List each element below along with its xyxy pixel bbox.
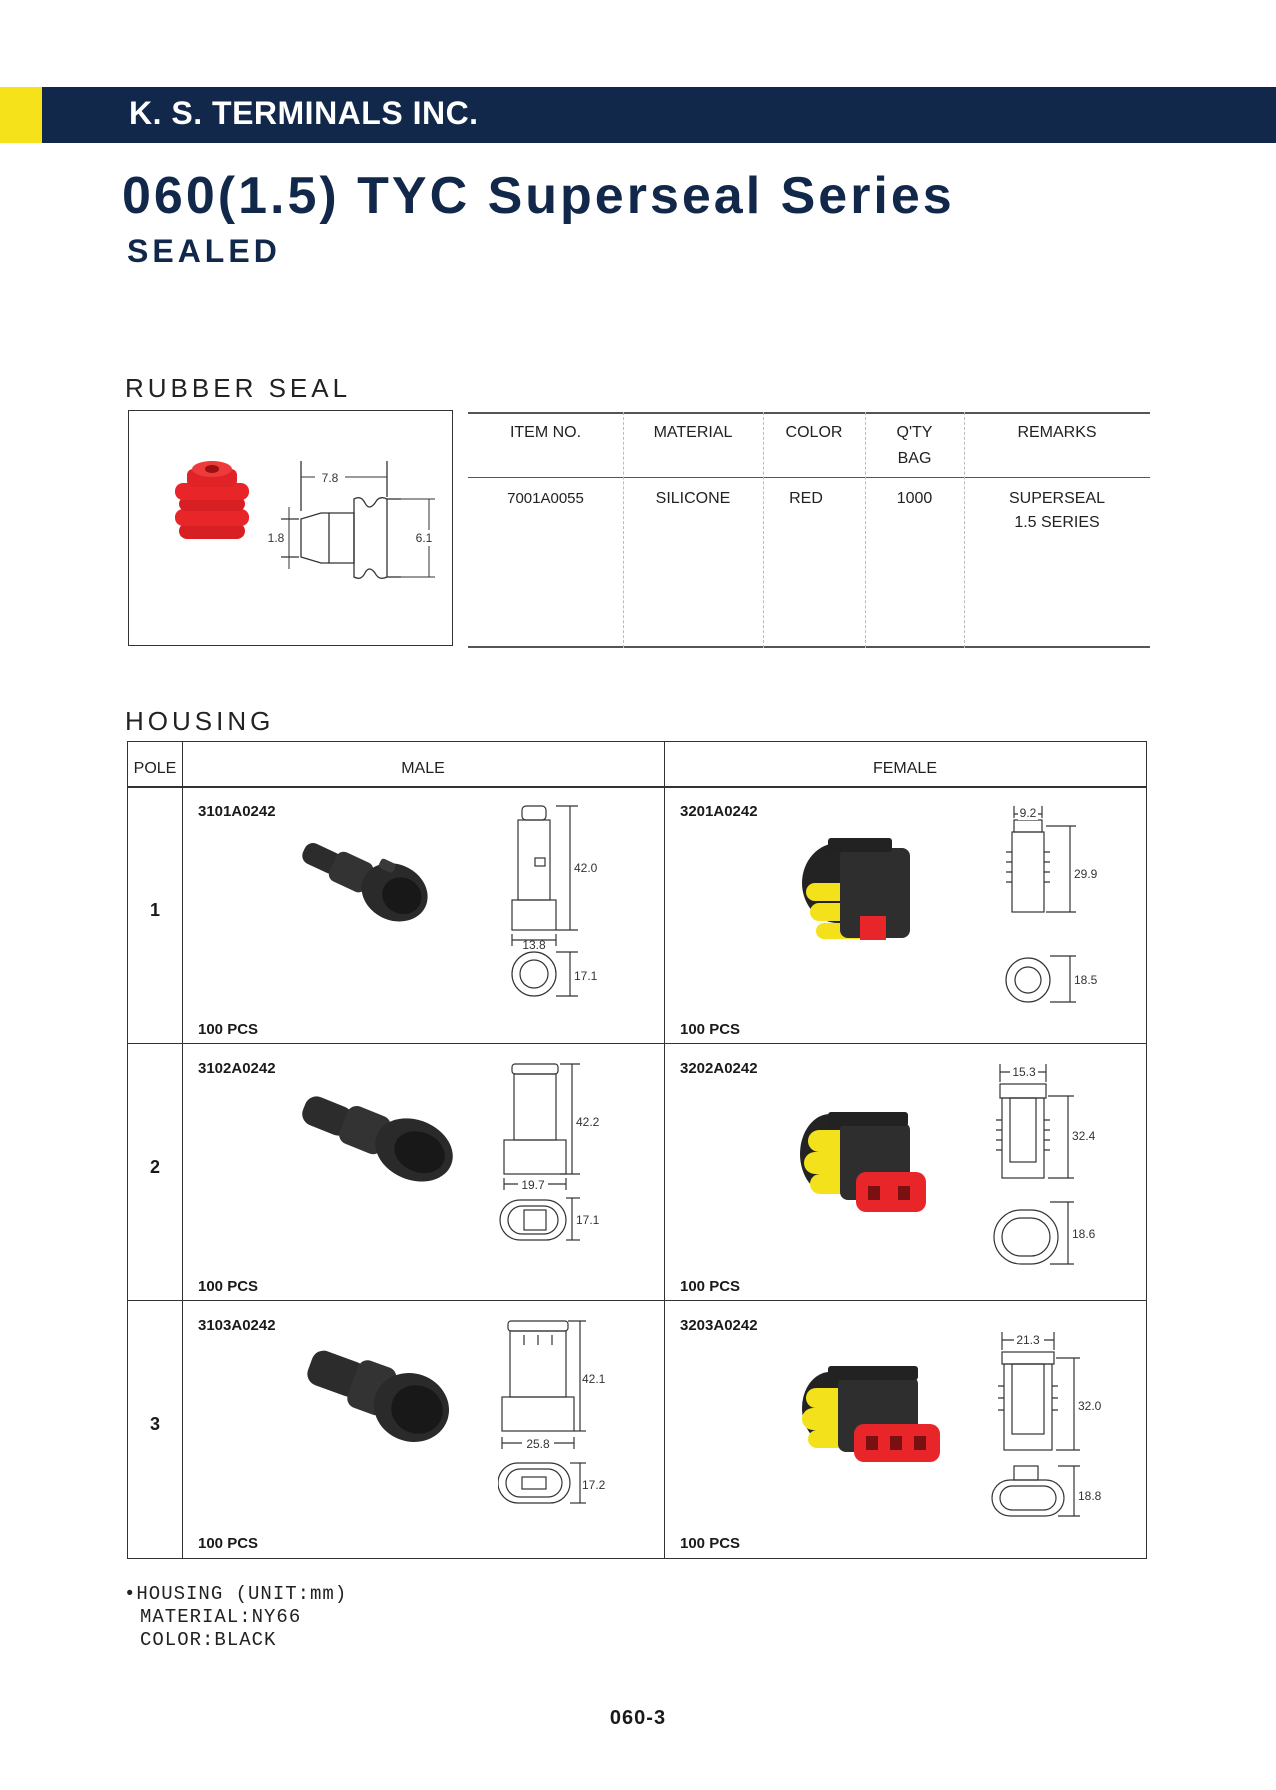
col-header-qty-bag: BAG [897, 450, 932, 467]
note-line-3: COLOR:BLACK [140, 1629, 277, 1651]
female-item-2: 3202A0242 [680, 1060, 758, 1077]
female-2-dim-len: 32.4 [1072, 1129, 1096, 1143]
male-2-dim-h: 17.1 [576, 1213, 600, 1227]
male-pcs-2: 100 PCS [198, 1278, 259, 1295]
female-pcs-2: 100 PCS [680, 1278, 741, 1295]
male-1-dim-h: 17.1 [574, 969, 598, 983]
female-1-dim-w: 9.2 [1019, 806, 1037, 820]
col-header-color: COLOR [785, 424, 843, 441]
male-3-drawing [498, 1317, 618, 1557]
housing-note [124, 1583, 347, 1652]
female-2-photo [768, 1068, 978, 1248]
cell-remarks-2: 1.5 SERIES [1014, 514, 1100, 531]
male-pcs-3: 100 PCS [198, 1535, 259, 1552]
pole-3: 3 [149, 1414, 160, 1434]
male-1-drawing [498, 802, 618, 1042]
rubber-seal-spec-table [468, 412, 1150, 648]
rubber-seal-drawing [129, 411, 451, 643]
female-1-photo [768, 808, 968, 978]
housing-header-pole: POLE [133, 760, 177, 777]
page-number: 060-3 [609, 1707, 667, 1729]
male-item-1: 3101A0242 [198, 803, 276, 820]
male-3-photo [293, 1332, 453, 1472]
note-line-1: HOUSING (UNIT:mm) [136, 1583, 348, 1605]
female-item-1: 3201A0242 [680, 803, 758, 820]
male-pcs-1: 100 PCS [198, 1021, 259, 1038]
cell-item-no: 7001A0055 [507, 490, 584, 507]
seal-dim-length: 7.8 [321, 471, 339, 485]
housing-section-title: HOUSING [125, 706, 275, 736]
male-item-3: 3103A0242 [198, 1317, 276, 1334]
female-1-dim-h: 18.5 [1074, 973, 1098, 987]
col-header-qty: Q'TY [896, 424, 933, 441]
cell-material: SILICONE [655, 490, 731, 507]
pole-1: 1 [149, 900, 160, 920]
female-pcs-3: 100 PCS [680, 1535, 741, 1552]
female-item-3: 3203A0242 [680, 1317, 758, 1334]
page-subtitle: SEALED [127, 233, 281, 269]
company-name: K. S. TERMINALS INC. [129, 95, 479, 131]
note-line-2: MATERIAL:NY66 [140, 1606, 302, 1628]
housing-header-female: FEMALE [872, 760, 937, 777]
male-1-photo [288, 812, 438, 952]
female-2-drawing [988, 1060, 1138, 1300]
female-3-drawing [988, 1320, 1138, 1560]
male-item-2: 3102A0242 [198, 1060, 276, 1077]
male-3-dim-h: 17.2 [582, 1478, 606, 1492]
male-2-drawing [498, 1060, 618, 1300]
cell-remarks-1: SUPERSEAL [1008, 490, 1106, 507]
bullet-icon: • [124, 1583, 137, 1605]
female-1-dim-len: 29.9 [1074, 867, 1098, 881]
pole-2: 2 [149, 1157, 160, 1177]
header-accent-bar [0, 87, 42, 143]
female-2-dim-h: 18.6 [1072, 1227, 1096, 1241]
col-header-item-no: ITEM NO. [509, 424, 582, 441]
female-3-dim-w: 21.3 [1016, 1333, 1040, 1347]
female-3-photo [768, 1330, 978, 1500]
female-3-dim-len: 32.0 [1078, 1399, 1102, 1413]
male-2-dim-w: 19.7 [521, 1178, 545, 1192]
rubber-seal-section-title: RUBBER SEAL [125, 373, 352, 403]
rubber-seal-photo [175, 461, 249, 539]
housing-header-male: MALE [401, 760, 445, 777]
male-1-dim-len: 42.0 [574, 861, 598, 875]
cell-color: RED [789, 490, 823, 507]
seal-dim-inner: 1.8 [267, 531, 285, 545]
female-2-dim-w: 15.3 [1012, 1065, 1036, 1079]
female-pcs-1: 100 PCS [680, 1021, 741, 1038]
cell-qty: 1000 [896, 490, 933, 507]
female-1-drawing [988, 802, 1138, 1042]
col-header-material: MATERIAL [653, 424, 733, 441]
male-2-photo [288, 1072, 458, 1212]
page-title: 060(1.5) TYC Superseal Series [122, 167, 955, 225]
male-2-dim-len: 42.2 [576, 1115, 600, 1129]
male-3-dim-len: 42.1 [582, 1372, 606, 1386]
col-header-remarks: REMARKS [1017, 424, 1097, 441]
seal-dim-outer: 6.1 [415, 531, 433, 545]
male-1-dim-w: 13.8 [522, 938, 546, 952]
female-3-dim-h: 18.8 [1078, 1489, 1102, 1503]
rubber-seal-figure [128, 410, 453, 646]
male-3-dim-w: 25.8 [526, 1437, 550, 1451]
housing-table [127, 741, 1147, 1559]
